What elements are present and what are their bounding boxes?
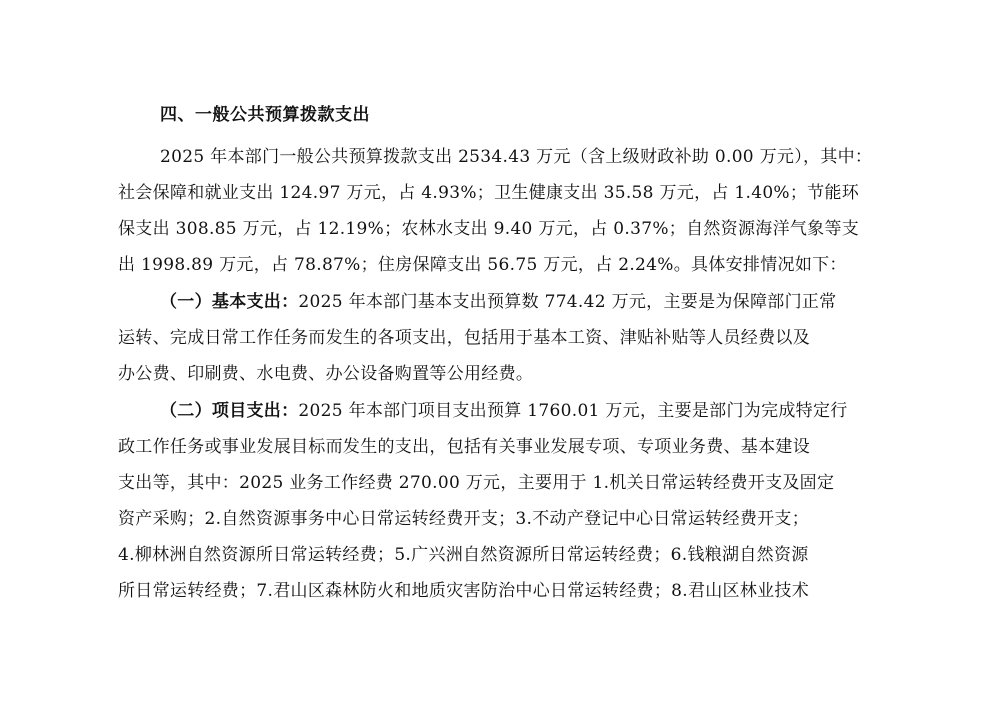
basic-expenditure-line bbox=[160, 287, 836, 312]
paragraph-line: 2025 年本部门一般公共预算拨款支出 2534.43 万元（含上级财政补助 0.00 万元），其中： bbox=[160, 147, 873, 167]
basic-expenditure-label: （一）基本支出： bbox=[160, 292, 299, 312]
project-expenditure-line bbox=[160, 396, 848, 421]
paragraph-line: 资产采购；2.自然资源事务中心日常运转经费开支；3.不动产登记中心日常运转经费开支； bbox=[118, 509, 810, 529]
project-expenditure-text: 2025 年本部门项目支出预算 1760.01 万元，主要是部门为完成特定行 bbox=[298, 401, 848, 421]
paragraph-line: 政工作任务或事业发展目标而发生的支出，包括有关事业发展专项、专项业务费、基本建设 bbox=[118, 437, 810, 457]
paragraph-line: 所日常运转经费；7.君山区森林防火和地质灾害防治中心日常运转经费；8.君山区林业技术 bbox=[118, 581, 810, 601]
paragraph-line: 社会保障和就业支出 124.97 万元，占 4.93%；卫生健康支出 35.58 万元，占 1.40%；节能环 bbox=[118, 183, 860, 203]
paragraph-line: 办公费、印刷费、水电费、办公设备购置等公用经费。 bbox=[118, 364, 534, 384]
project-expenditure-label: （二）项目支出： bbox=[160, 401, 299, 421]
paragraph-line: 支出等，其中：2025 业务工作经费 270.00 万元，主要用于 1.机关日常运转经费开支及固定 bbox=[118, 473, 835, 493]
paragraph-line: 保支出 308.85 万元，占 12.19%；农林水支出 9.40 万元，占 0.37%；自然资源海洋气象等支 bbox=[118, 219, 860, 239]
paragraph-line: 运转、完成日常工作任务而发生的各项支出，包括用于基本工资、津贴补贴等人员经费以及 bbox=[118, 328, 810, 348]
paragraph-line: 4.柳林洲自然资源所日常运转经费；5.广兴洲自然资源所日常运转经费；6.钱粮湖自然资源 bbox=[118, 545, 809, 565]
section-heading: 四、一般公共预算拨款支出 bbox=[160, 105, 370, 125]
paragraph-line: 出 1998.89 万元，占 78.87%；住房保障支出 56.75 万元，占 2.24%。具体安排情况如下： bbox=[118, 255, 847, 275]
basic-expenditure-text: 2025 年本部门基本支出预算数 774.42 万元，主要是为保障部门正常 bbox=[298, 292, 837, 312]
